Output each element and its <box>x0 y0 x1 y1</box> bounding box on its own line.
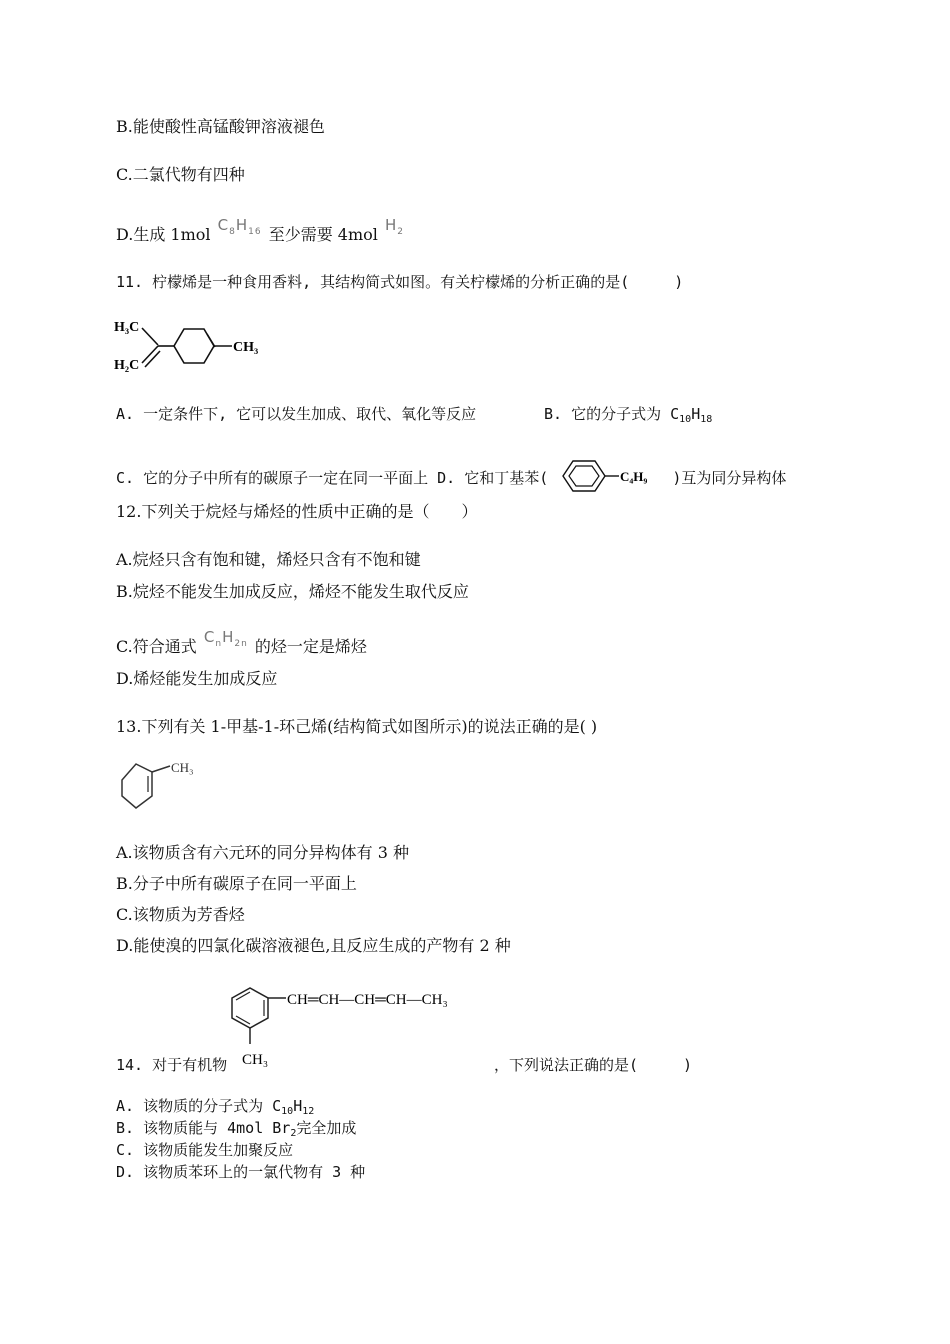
q12-option-b: B.烷烃不能发生加成反应，烯烃不能发生取代反应 <box>116 582 469 601</box>
q13-option-c: C.该物质为芳香烃 <box>116 905 245 924</box>
limonene-h3c-label: H₃C <box>114 320 140 335</box>
formula-h2: $H_2$ <box>384 216 404 237</box>
q11-option-a: A. 一定条件下, 它可以发生加成、取代、氧化等反应 <box>116 405 477 423</box>
formula-c8h16: $C_8H_{16}$ <box>217 216 262 237</box>
q14-option-c: C. 该物质能发生加聚反应 <box>116 1141 294 1159</box>
q14-stem-suffix: ，下列说法正确的是( ) <box>494 1056 693 1074</box>
butyl-group-label: C₄H₉ <box>620 469 648 484</box>
methylcyclohexene-ch3-label: CH₃ <box>171 760 194 775</box>
ring-methyl-label: CH₃ <box>242 1052 269 1068</box>
q14-option-a: A. 该物质的分子式为 $C_{10}H_{12}$ <box>116 1097 315 1117</box>
limonene-h2c-label: H₂C <box>114 358 140 373</box>
q10-option-d-prefix: D.生成 1mol <box>116 225 211 244</box>
q12-option-d: D.烯烃能发生加成反应 <box>116 669 278 688</box>
q12-option-c: C.符合通式 $C_nH_{2n}$ 的烃一定是烯烃 <box>116 628 367 656</box>
q11-option-c: C. 它的分子中所有的碳原子一定在同一平面上 D. 它和丁基苯( <box>116 469 549 487</box>
q10-option-c: C.二氯代物有四种 <box>116 165 245 184</box>
q13-stem: 13.下列有关 1-甲基-1-环己烯(结构简式如图所示)的说法正确的是( ) <box>116 717 598 736</box>
q11-stem: 11. 柠檬烯是一种食用香料, 其结构简式如图。有关柠檬烯的分析正确的是( ) <box>116 273 684 291</box>
q13-option-d: D.能使溴的四氯化碳溶液褪色,且反应生成的产物有 2 种 <box>116 936 511 955</box>
side-chain-label: CH═CH—CH═CH—CH₃ <box>287 992 448 1008</box>
methylcyclohexene-structure <box>114 758 214 818</box>
methylphenyl-pentadiene-structure <box>224 980 504 1070</box>
q10-option-d <box>116 216 406 252</box>
q10-option-b: B.能使酸性高锰酸钾溶液褪色 <box>116 117 325 136</box>
q11-option-d-suffix: )互为同分异构体 <box>672 469 787 487</box>
q10-option-d-middle: 至少需要 4mol <box>268 225 378 244</box>
q11-option-b: B. 它的分子式为 $C_{10}H_{18}$ <box>544 405 713 425</box>
formula-cnh2n: $C_nH_{2n}$ <box>203 628 248 649</box>
q14-option-b: B. 该物质能与 4mol $Br_2$完全加成 <box>116 1119 357 1139</box>
q14-stem-prefix: 14. 对于有机物 <box>116 1056 228 1074</box>
limonene-ch3-label: CH₃ <box>233 340 259 355</box>
q13-option-a: A.该物质含有六元环的同分异构体有 3 种 <box>116 843 409 862</box>
butylbenzene-structure <box>557 456 663 496</box>
limonene-structure <box>112 312 272 382</box>
q11-option-c-d <box>116 456 786 496</box>
q12-stem: 12.下列关于烷烃与烯烃的性质中正确的是（ ） <box>116 502 478 521</box>
q12-option-a: A.烷烃只含有饱和键，烯烃只含有不饱和键 <box>116 550 421 569</box>
q13-option-b: B.分子中所有碳原子在同一平面上 <box>116 874 357 893</box>
q14-option-d: D. 该物质苯环上的一氯代物有 3 种 <box>116 1163 366 1181</box>
